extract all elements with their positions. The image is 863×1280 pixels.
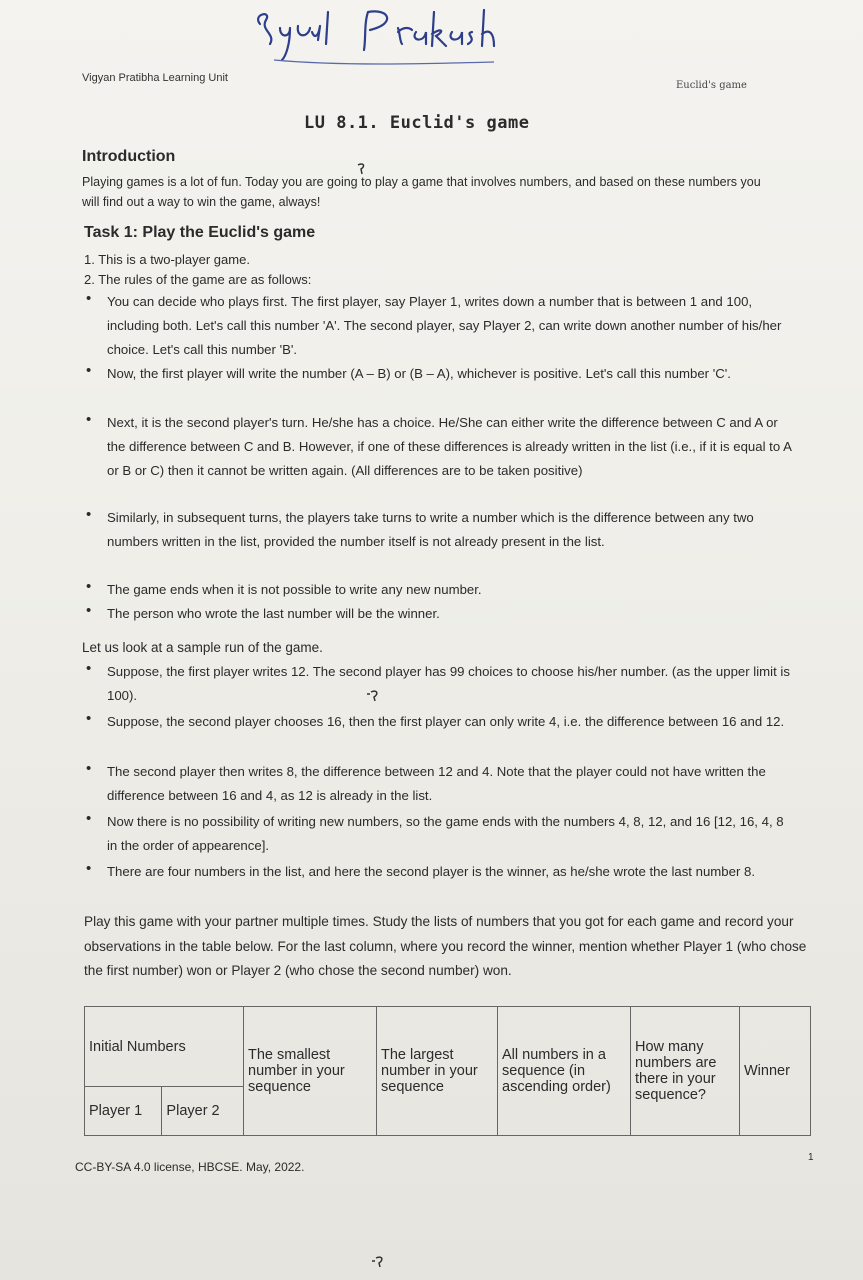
unit-name: Vigyan Pratibha Learning Unit (82, 72, 228, 84)
rule-6: The person who wrote the last number will be the winner. (107, 606, 440, 621)
sample-item-1: Suppose, the first player writes 12. The second player has 99 choices to choose his/her number. (as the upper limit is 100). (107, 664, 790, 703)
sample-item-2: Suppose, the second player chooses 16, then the first player can only write 4, i.e. the difference between 16 and 12. (107, 714, 785, 729)
intro-heading: Introduction (82, 148, 176, 165)
rule-3: Next, it is the second player's turn. He/she has a choice. He/She can either write the difference between C and A or the difference between C and B. However, if one of these differences is already written in the list (i.e., if it is equal to A or B or C) then it cannot be written again. (All differences are to be taken positive) (107, 415, 792, 478)
rule-2: Now, the first player will write the number (A – B) or (B – A), whichever is positive. Let's call this number 'C'. (107, 366, 731, 381)
col-winner: Winner (740, 1007, 811, 1136)
page-title: LU 8.1. Euclid's game (304, 113, 530, 133)
task-heading: Task 1: Play the Euclid's game (84, 224, 316, 241)
sample-item-5: There are four numbers in the list, and here the second player is the winner, as he/she wrote the last number 8. (107, 864, 756, 879)
sample-item-4: Now there is no possibility of writing new numbers, so the game ends with the numbers 4, 8, 12, and 16 [12, 16, 4, 8 in the order of appearence]. (107, 814, 784, 853)
intro-text: Playing games is a lot of fun. Today you are going to play a game that involves numbers, and based on these numbers you will find out a way to win the game, always! (82, 175, 761, 209)
col-all-numbers: All numbers in a sequence (in ascending order) (498, 1007, 631, 1136)
col-player-2: Player 2 (162, 1087, 244, 1136)
handwritten-signature (250, 4, 500, 68)
sample-item-3: The second player then writes 8, the difference between 12 and 4. Note that the player could not have written the difference between 16 and 4, as 12 is already in the list. (107, 764, 766, 803)
rule-4: Similarly, in subsequent turns, the players take turns to write a number which is the difference between any two numbers written in the list, provided the number itself is not already present in the list. (107, 510, 754, 549)
page-number: 1 (808, 1152, 814, 1163)
col-player-1: Player 1 (85, 1087, 162, 1136)
license-footer: CC-BY-SA 4.0 license, HBCSE. May, 2022. (75, 1160, 305, 1174)
pen-mark (371, 1254, 385, 1268)
observation-table (84, 1006, 811, 1136)
col-how-many: How many numbers are there in your sequence? (631, 1007, 740, 1136)
task-item-1: 1. This is a two-player game. (84, 252, 250, 267)
col-largest: The largest number in your sequence (377, 1007, 498, 1136)
instructions-text: Play this game with your partner multiple times. Study the lists of numbers that you got for each game and record your observations in the table below. For the last column, where you record the winner, mention whether Player 1 (who chose the first number) won or Player 2 (who chose the second number) won. (84, 914, 807, 978)
col-initial-numbers: Initial Numbers (85, 1007, 244, 1087)
rule-1: You can decide who plays first. The first player, say Player 1, writes down a number that is between 1 and 100, including both. Let's call this number 'A'. The second player, say Player 2, can write down another number of his/her choice. Let's call this number 'B'. (107, 294, 782, 357)
rule-5: The game ends when it is not possible to write any new number. (107, 582, 482, 597)
pen-mark (365, 688, 381, 702)
header-game-name: Euclid's game (676, 80, 747, 91)
sample-intro: Let us look at a sample run of the game. (82, 640, 323, 655)
task-item-2: 2. The rules of the game are as follows: (84, 272, 312, 287)
pen-mark (355, 161, 369, 175)
col-smallest: The smallest number in your sequence (244, 1007, 377, 1136)
